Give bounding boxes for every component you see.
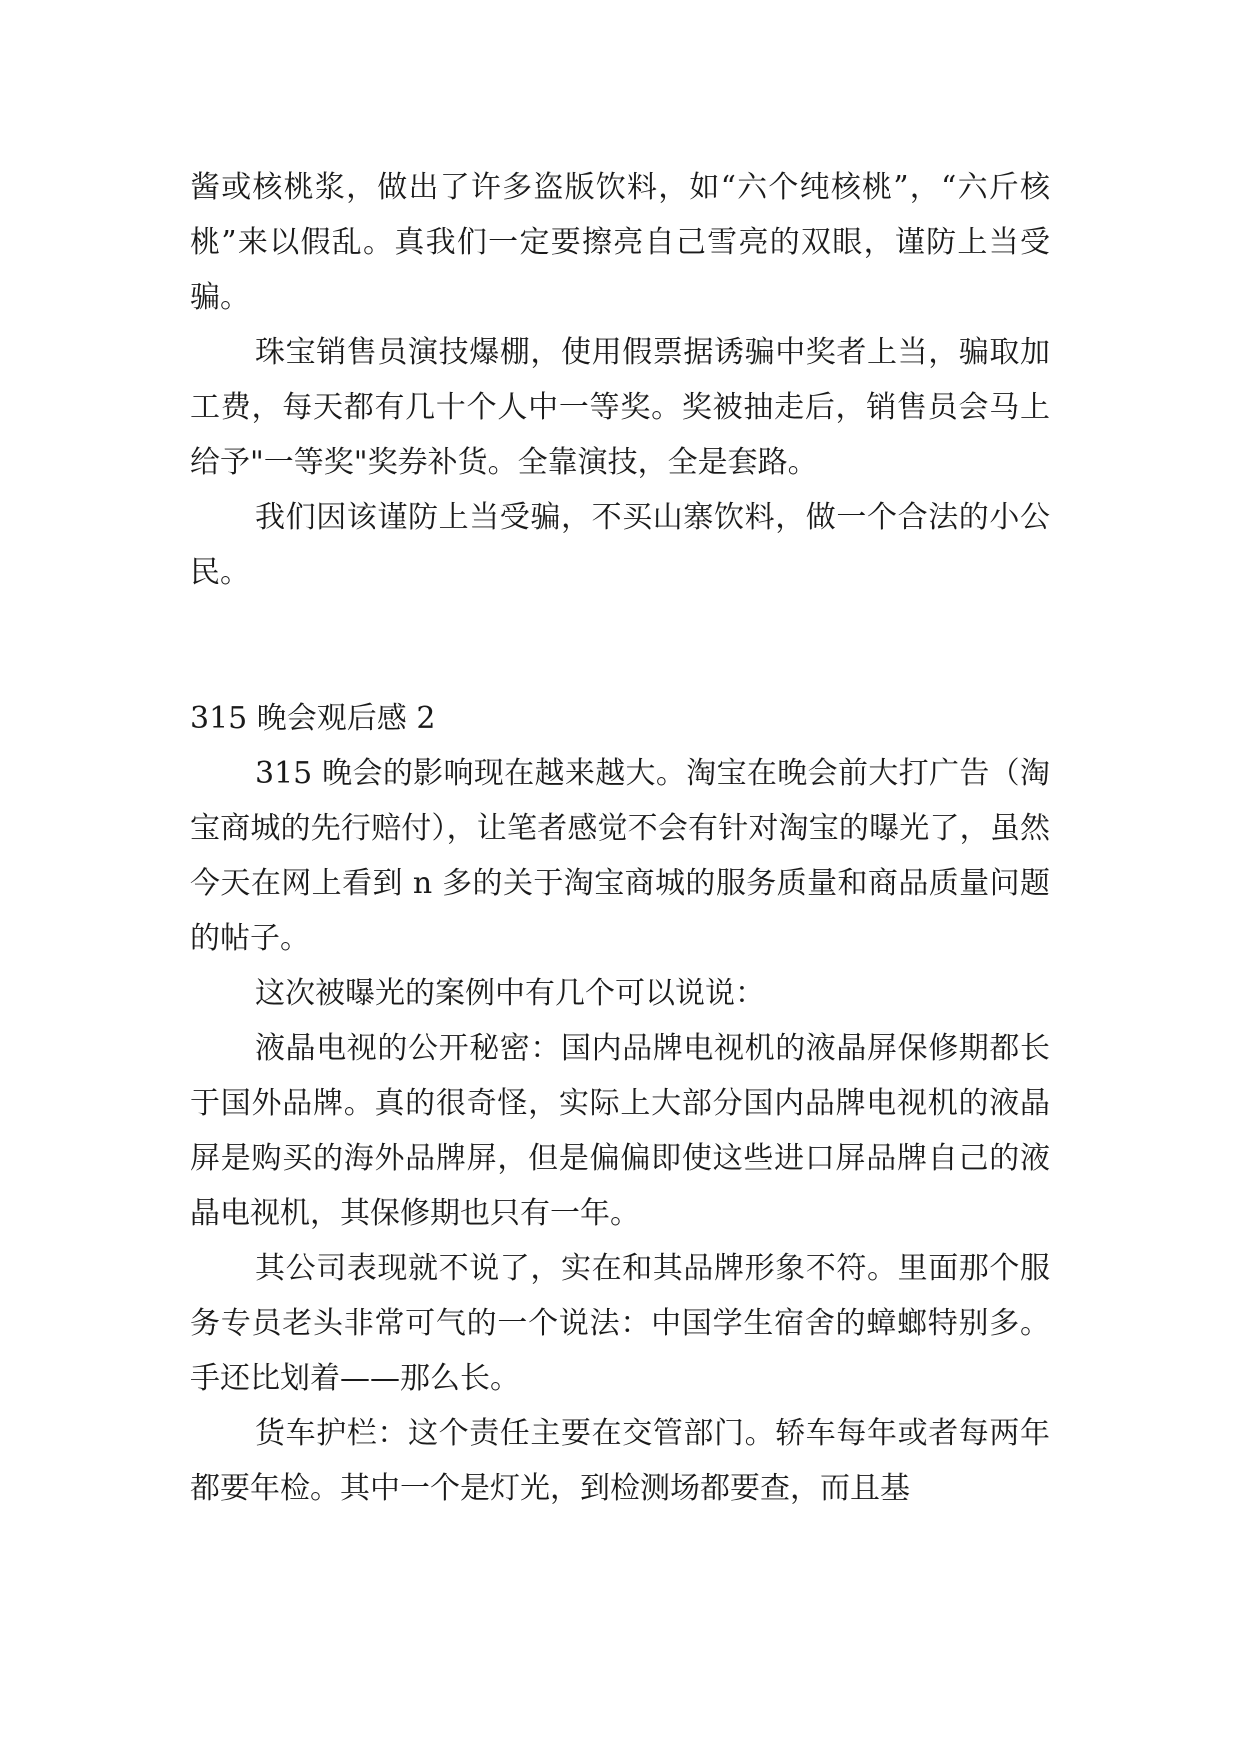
paragraph: 货车护栏：这个责任主要在交管部门。轿车每年或者每两年都要年检。其中一个是灯光，到检测场都要查，而且基 [190, 1416, 1050, 1506]
section-heading: 315 晚会观后感 2 [190, 701, 436, 736]
paragraph: 这次被曝光的案例中有几个可以说说： [255, 976, 765, 1011]
paragraph: 我们因该谨防上当受骗，不买山寨饮料，做一个合法的小公民。 [190, 500, 1050, 590]
document-body [190, 160, 1050, 1516]
paragraph: 液晶电视的公开秘密：国内品牌电视机的液晶屏保修期都长于国外品牌。真的很奇怪，实际上大部分国内品牌电视机的液晶屏是购买的海外品牌屏，但是偏偏即使这些进口屏品牌自己的液晶电视机，其保修期也只有一年。 [190, 1031, 1050, 1231]
paragraph: 315 晚会的影响现在越来越大。淘宝在晚会前大打广告（淘宝商城的先行赔付），让笔者感觉不会有针对淘宝的曝光了，虽然今天在网上看到 n 多的关于淘宝商城的服务质量和商品质量问题的帖子。 [190, 756, 1050, 956]
paragraph: 其公司表现就不说了，实在和其品牌形象不符。里面那个服务专员老头非常可气的一个说法：中国学生宿舍的蟑螂特别多。手还比划着——那么长。 [190, 1251, 1050, 1396]
paragraph: 珠宝销售员演技爆棚，使用假票据诱骗中奖者上当，骗取加工费，每天都有几十个人中一等奖。奖被抽走后，销售员会马上给予"一等奖"奖券补货。全靠演技，全是套路。 [190, 335, 1050, 480]
section-spacer [190, 600, 1050, 691]
paragraph: 酱或核桃浆，做出了许多盗版饮料，如“六个纯核桃”，“六斤核桃”来以假乱。真我们一定要擦亮自己雪亮的双眼，谨防上当受骗。 [190, 170, 1050, 315]
